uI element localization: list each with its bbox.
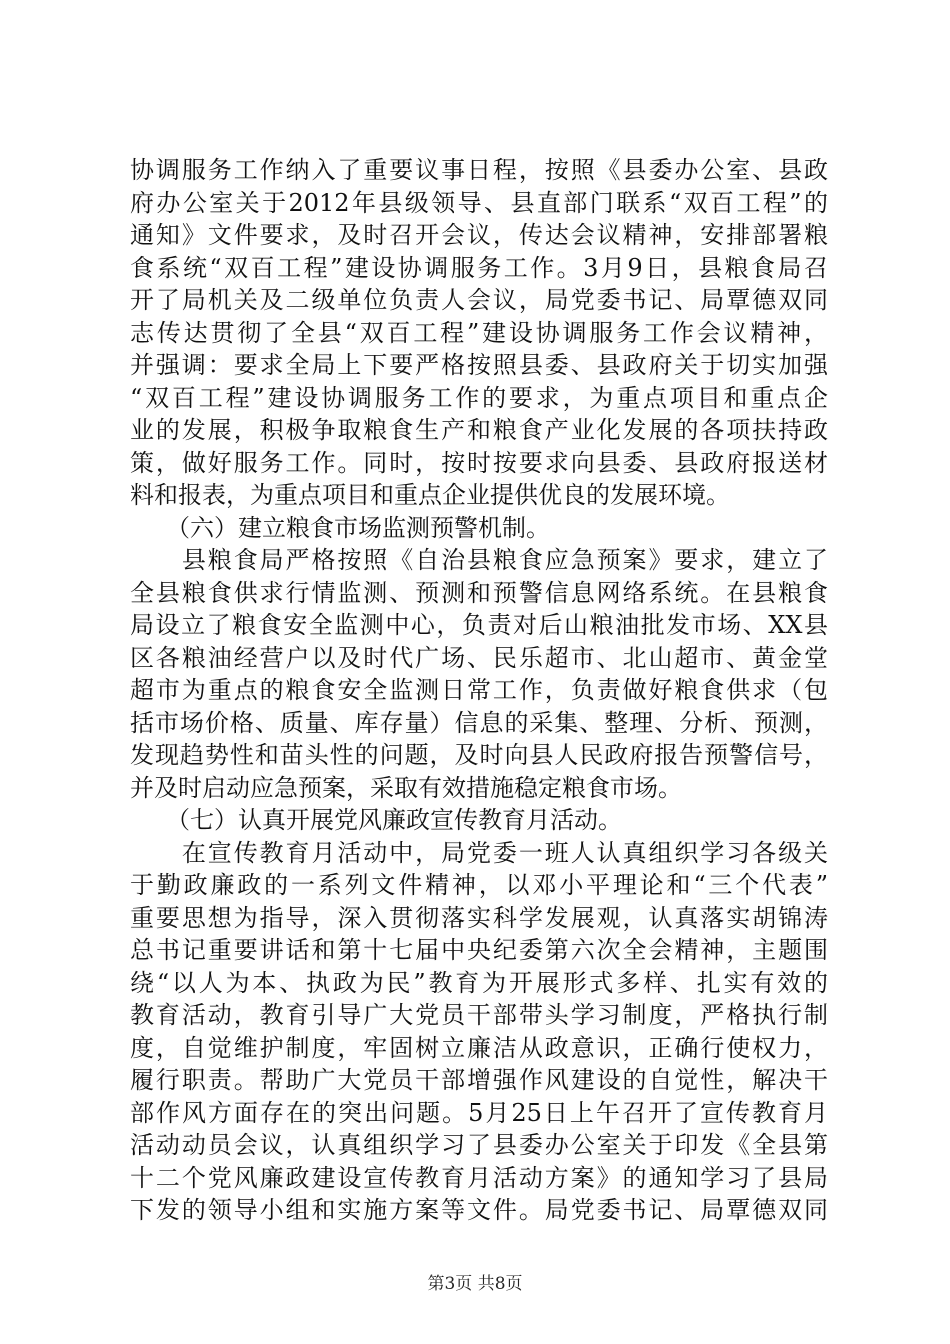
section-heading: （六）建立粮食市场监测预警机制。 xyxy=(130,513,550,542)
text-line: 发现趋势性和苗头性的问题，及时向县人民政府报告预警信号， xyxy=(130,741,828,769)
text-line: 重要思想为指导，深入贯彻落实科学发展观，认真落实胡锦涛 xyxy=(130,903,828,932)
section-heading: （七）认真开展党风廉政宣传教育月活动。 xyxy=(130,806,622,834)
paragraph-end-line: 料和报表，为重点项目和重点企业提供优良的发展环境。 xyxy=(130,481,730,509)
paragraph-end-line: 并及时启动应急预案，采取有效措施稳定粮食市场。 xyxy=(130,773,682,802)
text-line: 业的发展，积极争取粮食生产和粮食产业化发展的各项扶持政 xyxy=(130,416,828,444)
text-line: 度，自觉维护制度，牢固树立廉洁从政意识，正确行使权力， xyxy=(130,1033,828,1062)
text-line: 十二个党风廉政建设宣传教育月活动方案》的通知学习了县局 xyxy=(130,1163,828,1192)
text-line: 局设立了粮食安全监测中心，负责对后山粮油批发市场、XX县 xyxy=(130,611,828,639)
text-line: 策，做好服务工作。同时，按时按要求向县委、县政府报送材 xyxy=(130,448,828,477)
text-line: 志传达贯彻了全县“双百工程”建设协调服务工作会议精神， xyxy=(130,318,828,347)
text-line: 履行职责。帮助广大党员干部增强作风建设的自觉性，解决干 xyxy=(130,1066,828,1094)
text-line: 府办公室关于2012年县级领导、县直部门联系“双百工程”的 xyxy=(130,188,828,217)
text-line: 食系统“双百工程”建设协调服务工作。3月9日，县粮食局召 xyxy=(130,253,828,282)
text-line: 括市场价格、质量、库存量）信息的采集、整理、分析、预测， xyxy=(130,708,828,737)
page-number-footer: 第3页 共8页 xyxy=(427,1274,523,1294)
text-line: 教育活动，教育引导广大党员干部带头学习制度，严格执行制 xyxy=(130,1001,828,1029)
text-line: 协调服务工作纳入了重要议事日程，按照《县委办公室、县政 xyxy=(130,156,828,184)
text-line: 于勤政廉政的一系列文件精神，以邓小平理论和“三个代表” xyxy=(130,871,828,899)
document-body xyxy=(130,154,828,1227)
text-line: 绕“以人为本、执政为民”教育为开展形式多样、扎实有效的 xyxy=(130,968,828,997)
text-line: 活动动员会议，认真组织学习了县委办公室关于印发《全县第 xyxy=(130,1131,828,1159)
text-line: 通知》文件要求，及时召开会议，传达会议精神，安排部署粮 xyxy=(130,221,828,249)
text-line: 超市为重点的粮食安全监测日常工作，负责做好粮食供求（包 xyxy=(130,676,828,704)
text-line: 县粮食局严格按照《自治县粮食应急预案》要求，建立了 xyxy=(130,546,828,574)
text-line: 在宣传教育月活动中，局党委一班人认真组织学习各级关 xyxy=(130,838,828,867)
text-line: 下发的领导小组和实施方案等文件。局党委书记、局覃德双同 xyxy=(130,1196,828,1224)
text-line: 全县粮食供求行情监测、预测和预警信息网络系统。在县粮食 xyxy=(130,578,828,607)
text-line: 部作风方面存在的突出问题。5月25日上午召开了宣传教育月 xyxy=(130,1098,828,1127)
text-line: 区各粮油经营户以及时代广场、民乐超市、北山超市、黄金堂 xyxy=(130,643,828,672)
text-line: 开了局机关及二级单位负责人会议，局党委书记、局覃德双同 xyxy=(130,286,828,314)
text-line: 总书记重要讲话和第十七届中央纪委第六次全会精神，主题围 xyxy=(130,936,828,964)
text-line: 并强调：要求全局上下要严格按照县委、县政府关于切实加强 xyxy=(130,351,828,379)
text-line: “双百工程”建设协调服务工作的要求，为重点项目和重点企 xyxy=(130,383,828,412)
